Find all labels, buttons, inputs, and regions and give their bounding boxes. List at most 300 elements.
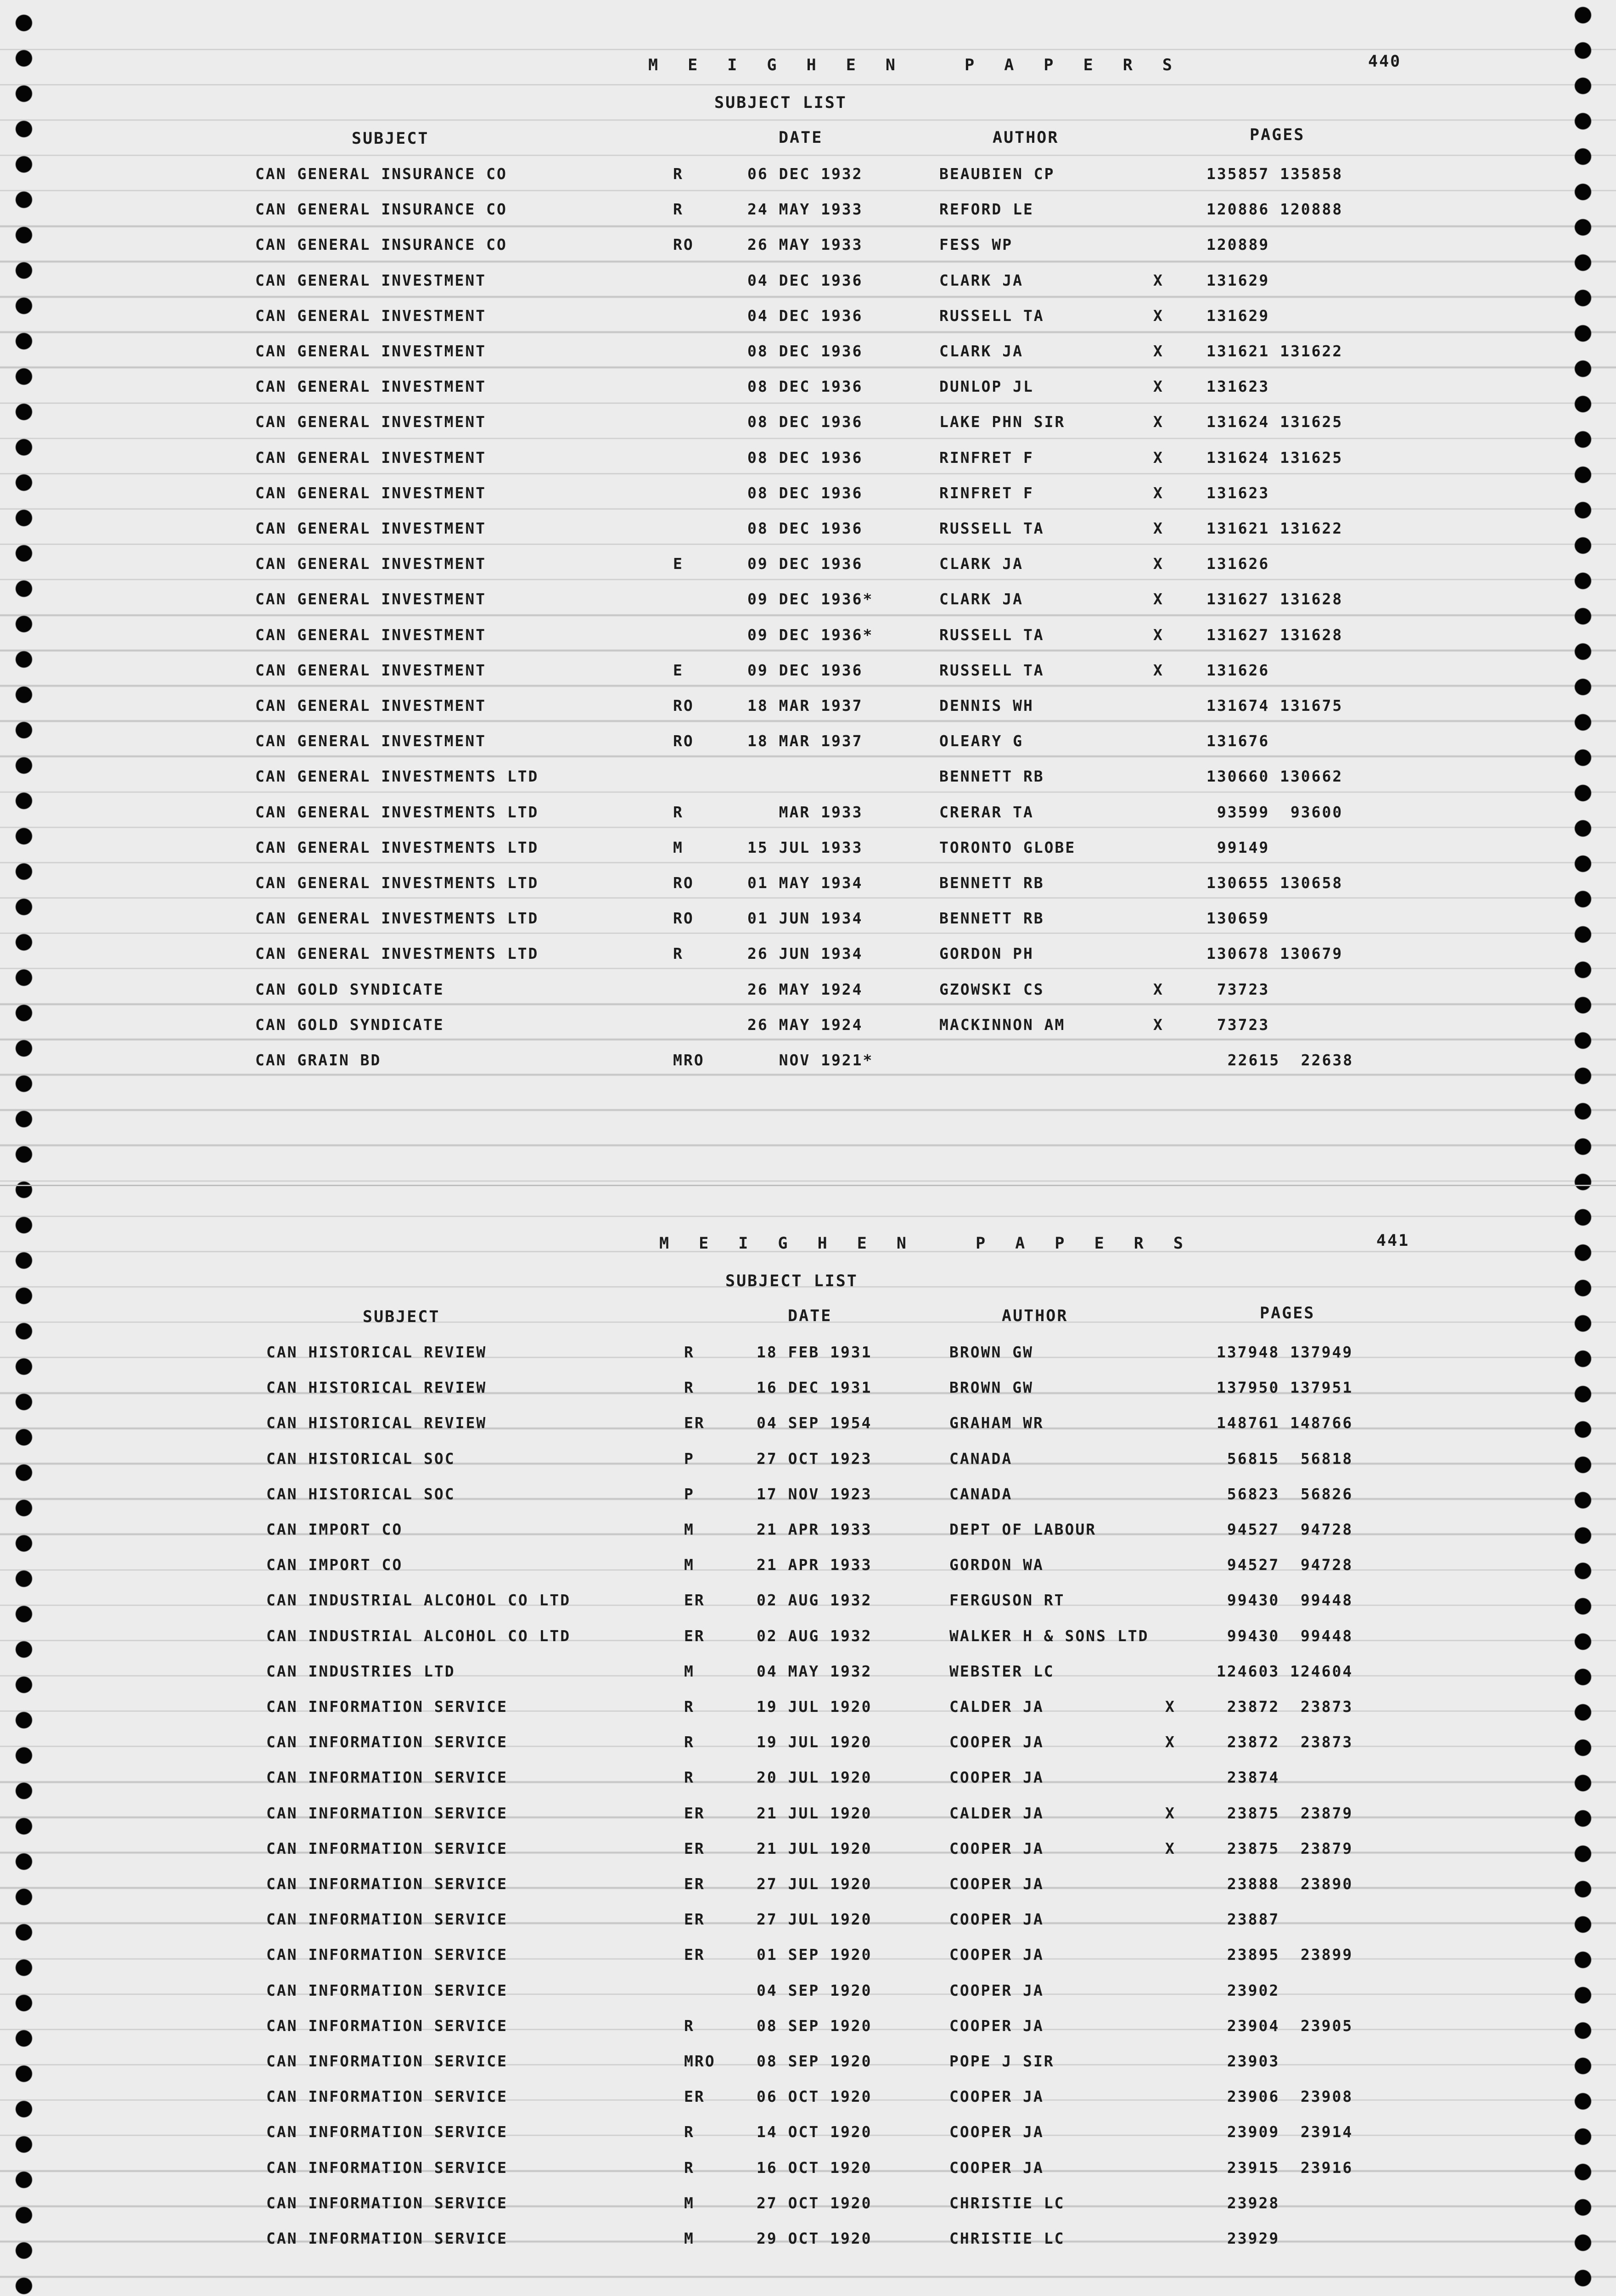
table-row <box>0 404 1616 439</box>
table-row <box>0 1007 1616 1042</box>
cell-author: COOPER JA <box>949 1839 1044 1857</box>
cell-pages: 131626 <box>1206 661 1270 679</box>
cell-x: X <box>1153 342 1164 360</box>
cell-author: WEBSTER LC <box>949 1662 1055 1680</box>
table-row <box>0 1902 1616 1937</box>
cell-pages: 131626 <box>1206 555 1270 573</box>
cell-pages: 120889 <box>1206 236 1270 254</box>
cell-author: CALDER JA <box>949 1804 1044 1822</box>
table-row <box>0 1405 1616 1441</box>
cell-author: CLARK JA <box>939 271 1023 289</box>
cell-subject: CAN GENERAL INVESTMENTS LTD <box>255 945 539 963</box>
cell-x: X <box>1165 1733 1176 1751</box>
cell-author: RINFRET F <box>939 448 1034 467</box>
cell-pages: 131627 131628 <box>1206 590 1343 608</box>
cell-pages: 56823 56826 <box>1217 1485 1353 1503</box>
table-row <box>0 830 1616 865</box>
cell-pages: 23909 23914 <box>1217 2123 1353 2141</box>
table-row <box>0 511 1616 546</box>
cell-code: ER <box>684 1591 705 1609</box>
cell-subject: CAN INFORMATION SERVICE <box>266 1733 508 1751</box>
cell-pages: 23872 23873 <box>1217 1733 1353 1751</box>
cell-pages: 131621 131622 <box>1206 519 1343 537</box>
cell-date: 08 DEC 1936 <box>747 342 863 360</box>
cell-author: GRAHAM WR <box>949 1414 1044 1432</box>
cell-subject: CAN GENERAL INVESTMENT <box>255 306 487 325</box>
table-row <box>0 936 1616 971</box>
cell-code: ER <box>684 1875 705 1893</box>
cell-date: 15 JUL 1933 <box>747 838 863 856</box>
cell-date: 09 DEC 1936* <box>747 590 874 608</box>
cell-date: 08 DEC 1936 <box>747 377 863 396</box>
cell-author: CANADA <box>949 1485 1013 1503</box>
cell-pages: 131627 131628 <box>1206 625 1343 644</box>
cell-code: M <box>684 2229 695 2247</box>
cell-subject: CAN INFORMATION SERVICE <box>266 2052 508 2070</box>
cell-author: COOPER JA <box>949 1768 1044 1787</box>
cell-date: 04 DEC 1936 <box>747 271 863 289</box>
cell-author: WALKER H & SONS LTD <box>949 1626 1149 1645</box>
cell-date: 26 MAY 1933 <box>747 236 863 254</box>
cell-subject: CAN INDUSTRIAL ALCOHOL CO LTD <box>266 1591 571 1609</box>
cell-code: ER <box>684 1414 705 1432</box>
column-header-date: DATE <box>779 129 823 147</box>
cell-author: MACKINNON AM <box>939 1015 1066 1034</box>
column-header-date: DATE <box>788 1307 832 1325</box>
cell-author: RUSSELL TA <box>939 661 1044 679</box>
cell-author: REFORD LE <box>939 200 1034 219</box>
cell-subject: CAN GENERAL INVESTMENTS LTD <box>255 838 539 856</box>
cell-date: 29 OCT 1920 <box>757 2229 872 2247</box>
cell-subject: CAN HISTORICAL REVIEW <box>266 1379 487 1397</box>
column-header-author: AUTHOR <box>993 129 1059 147</box>
column-header-subject: SUBJECT <box>363 1308 440 1326</box>
table-row <box>0 794 1616 830</box>
table-row <box>0 2079 1616 2114</box>
cell-date: 09 DEC 1936* <box>747 625 874 644</box>
cell-subject: CAN GENERAL INVESTMENT <box>255 625 487 644</box>
table-row <box>0 369 1616 404</box>
table-row <box>0 1724 1616 1760</box>
cell-subject: CAN INDUSTRIAL ALCOHOL CO LTD <box>266 1626 571 1645</box>
cell-subject: CAN IMPORT CO <box>266 1556 403 1574</box>
cell-code: E <box>673 555 684 573</box>
cell-author: CLARK JA <box>939 342 1023 360</box>
cell-date: 08 DEC 1936 <box>747 519 863 537</box>
cell-code: R <box>673 803 684 821</box>
column-header-author: AUTHOR <box>1002 1307 1068 1325</box>
report-title: M E I G H E N P A P E R S <box>659 1234 1193 1253</box>
cell-x: X <box>1165 1804 1176 1822</box>
cell-pages: 23906 23908 <box>1217 2088 1353 2106</box>
table-row <box>0 723 1616 759</box>
table-row <box>0 2221 1616 2256</box>
cell-x: X <box>1153 625 1164 644</box>
cell-pages: 131624 131625 <box>1206 413 1343 431</box>
cell-subject: CAN GENERAL INVESTMENT <box>255 697 487 715</box>
cell-pages: 23895 23899 <box>1217 1946 1353 1964</box>
cell-date: 17 NOV 1923 <box>757 1485 872 1503</box>
table-row <box>0 1689 1616 1724</box>
cell-subject: CAN INFORMATION SERVICE <box>266 2123 508 2141</box>
cell-code: ER <box>684 1839 705 1857</box>
cell-date: 20 JUL 1920 <box>757 1768 872 1787</box>
cell-subject: CAN IMPORT CO <box>266 1520 403 1538</box>
cell-subject: CAN GENERAL INSURANCE CO <box>255 200 507 219</box>
cell-date: 04 MAY 1932 <box>757 1662 872 1680</box>
cell-pages: 23903 <box>1217 2052 1280 2070</box>
cell-pages: 99149 <box>1206 838 1270 856</box>
cell-x: X <box>1153 271 1164 289</box>
cell-subject: CAN GENERAL INVESTMENTS LTD <box>255 874 539 892</box>
cell-pages: 131621 131622 <box>1206 342 1343 360</box>
cell-pages: 23928 <box>1217 2194 1280 2212</box>
table-row <box>0 546 1616 581</box>
cell-date: 24 MAY 1933 <box>747 200 863 219</box>
table-row <box>0 1441 1616 1476</box>
table-row <box>0 653 1616 688</box>
cell-pages: 124603 124604 <box>1217 1662 1353 1680</box>
table-row <box>0 688 1616 723</box>
cell-pages: 94527 94728 <box>1217 1556 1353 1574</box>
cell-date: 08 SEP 1920 <box>757 2052 872 2070</box>
cell-x: X <box>1165 1839 1176 1857</box>
cell-subject: CAN HISTORICAL REVIEW <box>266 1343 487 1361</box>
table-row <box>0 2043 1616 2079</box>
cell-code: RO <box>673 236 694 254</box>
report-title: M E I G H E N P A P E R S <box>648 56 1182 74</box>
cell-author: DEPT OF LABOUR <box>949 1520 1097 1538</box>
cell-pages: 73723 <box>1206 980 1270 998</box>
cell-author: CHRISTIE LC <box>949 2194 1065 2212</box>
cell-subject: CAN INDUSTRIES LTD <box>266 1662 455 1680</box>
cell-subject: CAN GENERAL INVESTMENT <box>255 732 487 750</box>
cell-date: 01 JUN 1934 <box>747 909 863 928</box>
cell-pages: 23929 <box>1217 2229 1280 2247</box>
cell-date: 27 OCT 1923 <box>757 1449 872 1468</box>
cell-x: X <box>1153 448 1164 467</box>
cell-subject: CAN GENERAL INVESTMENT <box>255 555 487 573</box>
cell-subject: CAN GENERAL INVESTMENT <box>255 661 487 679</box>
cell-code: ER <box>684 1910 705 1929</box>
cell-author: CHRISTIE LC <box>949 2229 1065 2247</box>
cell-author: BENNETT RB <box>939 909 1044 928</box>
table-row <box>0 1042 1616 1078</box>
cell-date: NOV 1921* <box>747 1051 874 1069</box>
cell-code: M <box>684 1556 695 1574</box>
table-row <box>0 1831 1616 1866</box>
cell-code: ER <box>684 2088 705 2106</box>
cell-date: 21 APR 1933 <box>757 1556 872 1574</box>
cell-date: 26 MAY 1924 <box>747 980 863 998</box>
cell-date: 27 JUL 1920 <box>757 1875 872 1893</box>
cell-code: RO <box>673 732 694 750</box>
cell-subject: CAN INFORMATION SERVICE <box>266 2088 508 2106</box>
cell-x: X <box>1153 519 1164 537</box>
cell-pages: 94527 94728 <box>1217 1520 1353 1538</box>
cell-author: COOPER JA <box>949 2016 1044 2035</box>
cell-author: TORONTO GLOBE <box>939 838 1076 856</box>
cell-pages: 99430 99448 <box>1217 1591 1353 1609</box>
cell-subject: CAN GENERAL INVESTMENT <box>255 377 487 396</box>
table-row <box>0 2150 1616 2185</box>
table-row <box>0 1795 1616 1831</box>
cell-pages: 23874 <box>1217 1768 1280 1787</box>
cell-code: P <box>684 1449 695 1468</box>
cell-date: 01 MAY 1934 <box>747 874 863 892</box>
cell-subject: CAN GENERAL INSURANCE CO <box>255 236 507 254</box>
table-row <box>0 1582 1616 1618</box>
cell-x: X <box>1153 661 1164 679</box>
cell-author: DENNIS WH <box>939 697 1034 715</box>
cell-code: R <box>673 200 684 219</box>
cell-subject: CAN INFORMATION SERVICE <box>266 1839 508 1857</box>
cell-code: R <box>684 1733 695 1751</box>
cell-pages: 148761 148766 <box>1217 1414 1353 1432</box>
cell-code: R <box>684 2123 695 2141</box>
cell-subject: CAN INFORMATION SERVICE <box>266 1768 508 1787</box>
cell-author: COOPER JA <box>949 2123 1044 2141</box>
column-header-subject: SUBJECT <box>352 129 429 148</box>
cell-subject: CAN GENERAL INVESTMENT <box>255 484 487 502</box>
cell-x: X <box>1153 1015 1164 1034</box>
table-row <box>0 759 1616 794</box>
cell-code: R <box>684 1343 695 1361</box>
table-row <box>0 263 1616 298</box>
cell-x: X <box>1153 484 1164 502</box>
cell-author: BEAUBIEN CP <box>939 165 1055 183</box>
cell-pages: 23888 23890 <box>1217 1875 1353 1893</box>
cell-subject: CAN INFORMATION SERVICE <box>266 1698 508 1716</box>
table-row <box>0 581 1616 617</box>
cell-code: R <box>673 165 684 183</box>
cell-author: FERGUSON RT <box>949 1591 1065 1609</box>
cell-subject: CAN GENERAL INVESTMENT <box>255 519 487 537</box>
cell-date: 02 AUG 1932 <box>757 1626 872 1645</box>
cell-author: GORDON WA <box>949 1556 1044 1574</box>
cell-author: CLARK JA <box>939 555 1023 573</box>
cell-subject: CAN INFORMATION SERVICE <box>266 2158 508 2177</box>
table-row <box>0 617 1616 653</box>
cell-subject: CAN INFORMATION SERVICE <box>266 2229 508 2247</box>
cell-author: GORDON PH <box>939 945 1034 963</box>
cell-x: X <box>1153 980 1164 998</box>
cell-date: 26 JUN 1934 <box>747 945 863 963</box>
cell-code: MRO <box>673 1051 705 1069</box>
cell-subject: CAN INFORMATION SERVICE <box>266 2194 508 2212</box>
cell-subject: CAN GENERAL INVESTMENTS LTD <box>255 909 539 928</box>
cell-subject: CAN INFORMATION SERVICE <box>266 1804 508 1822</box>
cell-date: 08 DEC 1936 <box>747 448 863 467</box>
table-row <box>0 440 1616 475</box>
cell-date: 06 OCT 1920 <box>757 2088 872 2106</box>
cell-code: ER <box>684 1626 705 1645</box>
cell-subject: CAN GENERAL INVESTMENTS LTD <box>255 803 539 821</box>
cell-subject: CAN INFORMATION SERVICE <box>266 2016 508 2035</box>
cell-date: 21 JUL 1920 <box>757 1839 872 1857</box>
cell-author: RUSSELL TA <box>939 519 1044 537</box>
cell-x: X <box>1153 377 1164 396</box>
cell-author: COOPER JA <box>949 1910 1044 1929</box>
report-subtitle: SUBJECT LIST <box>725 1272 858 1290</box>
table-row <box>0 972 1616 1007</box>
cell-subject: CAN GENERAL INVESTMENT <box>255 590 487 608</box>
cell-x: X <box>1153 306 1164 325</box>
cell-pages: 120886 120888 <box>1206 200 1343 219</box>
table-row <box>0 1937 1616 1972</box>
cell-date: 02 AUG 1932 <box>757 1591 872 1609</box>
cell-date: 14 OCT 1920 <box>757 2123 872 2141</box>
cell-pages: 130655 130658 <box>1206 874 1343 892</box>
table-row <box>0 1866 1616 1902</box>
cell-x: X <box>1153 590 1164 608</box>
cell-subject: CAN GOLD SYNDICATE <box>255 1015 444 1034</box>
cell-author: COOPER JA <box>949 2158 1044 2177</box>
table-row <box>0 865 1616 900</box>
cell-pages: 23902 <box>1217 1981 1280 1999</box>
cell-code: M <box>684 1662 695 1680</box>
cell-code: M <box>673 838 684 856</box>
cell-author: COOPER JA <box>949 1946 1044 1964</box>
cell-pages: 73723 <box>1206 1015 1270 1034</box>
cell-pages: 131676 <box>1206 732 1270 750</box>
cell-code: E <box>673 661 684 679</box>
cell-x: X <box>1165 1698 1176 1716</box>
cell-pages: 93599 93600 <box>1206 803 1343 821</box>
column-header-pages: PAGES <box>1260 1304 1315 1322</box>
cell-subject: CAN GOLD SYNDICATE <box>255 980 444 998</box>
cell-date: 16 OCT 1920 <box>757 2158 872 2177</box>
cell-date: 04 SEP 1920 <box>757 1981 872 1999</box>
cell-author: OLEARY G <box>939 732 1023 750</box>
cell-pages: 23872 23873 <box>1217 1698 1353 1716</box>
cell-date: 09 DEC 1936 <box>747 555 863 573</box>
cell-subject: CAN GENERAL INVESTMENTS LTD <box>255 767 539 786</box>
cell-pages: 131629 <box>1206 271 1270 289</box>
cell-author: RUSSELL TA <box>939 306 1044 325</box>
cell-pages: 137948 137949 <box>1217 1343 1353 1361</box>
cell-code: R <box>684 1698 695 1716</box>
cell-pages: 131629 <box>1206 306 1270 325</box>
cell-pages: 135857 135858 <box>1206 165 1343 183</box>
table-row <box>0 2008 1616 2043</box>
cell-author: RUSSELL TA <box>939 625 1044 644</box>
cell-subject: CAN HISTORICAL SOC <box>266 1485 455 1503</box>
cell-subject: CAN INFORMATION SERVICE <box>266 1946 508 1964</box>
cell-code: M <box>684 1520 695 1538</box>
cell-date: 19 JUL 1920 <box>757 1733 872 1751</box>
cell-author: BROWN GW <box>949 1343 1033 1361</box>
cell-author: COOPER JA <box>949 1981 1044 1999</box>
cell-code: ER <box>684 1946 705 1964</box>
table-row <box>0 333 1616 369</box>
cell-code: R <box>673 945 684 963</box>
cell-date: 08 DEC 1936 <box>747 484 863 502</box>
cell-subject: CAN GENERAL INVESTMENT <box>255 448 487 467</box>
cell-subject: CAN GENERAL INSURANCE CO <box>255 165 507 183</box>
cell-date: 18 MAR 1937 <box>747 732 863 750</box>
table-row <box>0 900 1616 936</box>
table-row <box>0 1654 1616 1689</box>
cell-date: 04 DEC 1936 <box>747 306 863 325</box>
page-fold-line <box>0 1185 1616 1186</box>
cell-code: R <box>684 1379 695 1397</box>
cell-x: X <box>1153 413 1164 431</box>
cell-subject: CAN INFORMATION SERVICE <box>266 1910 508 1929</box>
cell-author: COOPER JA <box>949 1733 1044 1751</box>
cell-pages: 23887 <box>1217 1910 1280 1929</box>
table-row <box>0 1334 1616 1370</box>
cell-author: BENNETT RB <box>939 767 1044 786</box>
cell-pages: 130660 130662 <box>1206 767 1343 786</box>
cell-subject: CAN HISTORICAL SOC <box>266 1449 455 1468</box>
cell-date: 21 APR 1933 <box>757 1520 872 1538</box>
cell-author: DUNLOP JL <box>939 377 1034 396</box>
cell-pages: 23875 23879 <box>1217 1839 1353 1857</box>
cell-code: ER <box>684 1804 705 1822</box>
cell-author: CANADA <box>949 1449 1013 1468</box>
table-row <box>0 1618 1616 1654</box>
cell-author: BROWN GW <box>949 1379 1033 1397</box>
cell-pages: 56815 56818 <box>1217 1449 1353 1468</box>
cell-subject: CAN GRAIN BD <box>255 1051 382 1069</box>
cell-author: POPE J SIR <box>949 2052 1055 2070</box>
table-row <box>0 2114 1616 2150</box>
cell-date: MAR 1933 <box>747 803 863 821</box>
table-row <box>0 1760 1616 1795</box>
page-number: 440 <box>1368 52 1402 71</box>
cell-date: 01 SEP 1920 <box>757 1946 872 1964</box>
cell-author: CRERAR TA <box>939 803 1034 821</box>
cell-date: 26 MAY 1924 <box>747 1015 863 1034</box>
table-row <box>0 227 1616 262</box>
table-row <box>0 191 1616 227</box>
cell-author: CLARK JA <box>939 590 1023 608</box>
cell-date: 06 DEC 1932 <box>747 165 863 183</box>
cell-author: LAKE PHN SIR <box>939 413 1066 431</box>
table-row <box>0 156 1616 191</box>
column-header-pages: PAGES <box>1250 126 1305 144</box>
cell-date: 18 MAR 1937 <box>747 697 863 715</box>
cell-subject: CAN GENERAL INVESTMENT <box>255 342 487 360</box>
table-row <box>0 1476 1616 1512</box>
cell-pages: 130678 130679 <box>1206 945 1343 963</box>
cell-author: GZOWSKI CS <box>939 980 1044 998</box>
cell-subject: CAN GENERAL INVESTMENT <box>255 271 487 289</box>
cell-author: RINFRET F <box>939 484 1034 502</box>
cell-code: R <box>684 2016 695 2035</box>
cell-code: RO <box>673 697 694 715</box>
cell-date: 08 SEP 1920 <box>757 2016 872 2035</box>
cell-subject: CAN INFORMATION SERVICE <box>266 1981 508 1999</box>
cell-date: 21 JUL 1920 <box>757 1804 872 1822</box>
cell-code: R <box>684 1768 695 1787</box>
cell-subject: CAN GENERAL INVESTMENT <box>255 413 487 431</box>
cell-pages: 131623 <box>1206 484 1270 502</box>
cell-author: FESS WP <box>939 236 1013 254</box>
table-row <box>0 1512 1616 1547</box>
cell-date: 04 SEP 1954 <box>757 1414 872 1432</box>
table-row <box>0 475 1616 511</box>
cell-code: RO <box>673 874 694 892</box>
cell-x: X <box>1153 555 1164 573</box>
cell-code: R <box>684 2158 695 2177</box>
report-subtitle: SUBJECT LIST <box>714 94 847 112</box>
cell-pages: 23915 23916 <box>1217 2158 1353 2177</box>
cell-date: 27 OCT 1920 <box>757 2194 872 2212</box>
page-number: 441 <box>1376 1232 1410 1250</box>
cell-pages: 131674 131675 <box>1206 697 1343 715</box>
